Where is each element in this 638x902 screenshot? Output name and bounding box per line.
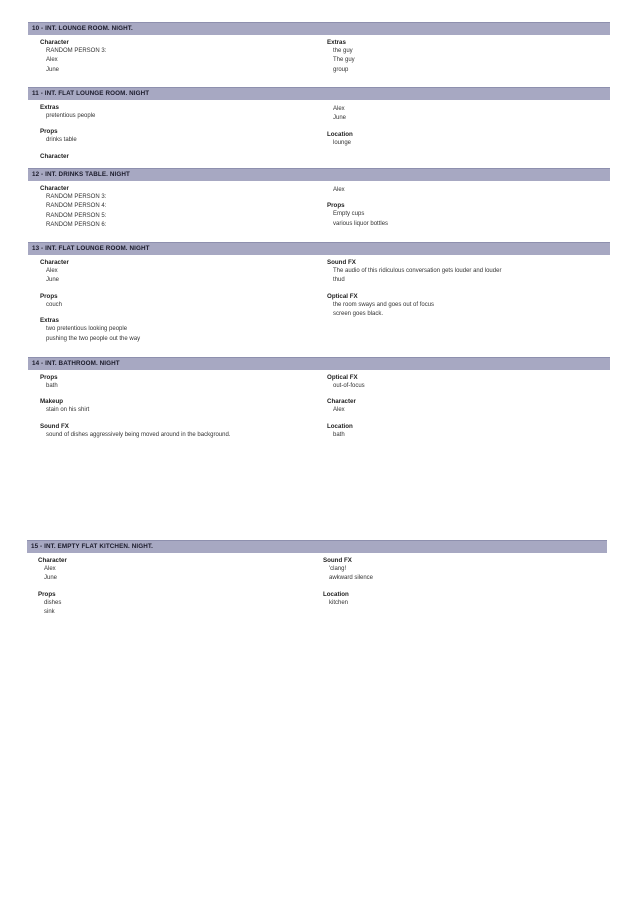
list-item: dishes — [44, 599, 62, 606]
scene-10 — [28, 22, 610, 73]
list-item: Alex — [333, 187, 345, 193]
list-item: pretentious people — [46, 113, 96, 119]
left-column — [40, 184, 106, 237]
group-label: Character — [38, 557, 67, 564]
group-label: Sound FX — [323, 557, 352, 564]
element-group-sound-fx — [40, 422, 230, 440]
list-item: two pretentious looking people — [46, 326, 128, 333]
group-label: Optical FX — [327, 374, 358, 381]
scene-header: 13 - INT. FLAT LOUNGE ROOM. NIGHT — [28, 242, 610, 255]
list-item: screen goes black. — [333, 311, 384, 318]
element-group-props — [40, 127, 95, 145]
group-label: Character — [327, 398, 356, 406]
group-label: Sound FX — [40, 422, 69, 430]
list-item: bath — [333, 431, 345, 438]
list-item: lounge — [333, 139, 352, 146]
element-group-location — [323, 590, 373, 608]
list-item: June — [46, 66, 60, 73]
element-group-character — [327, 397, 365, 415]
list-item: Alex — [46, 57, 58, 64]
list-item: stain on his shirt — [46, 407, 90, 414]
list-item: out-of-focus — [333, 383, 365, 389]
element-group-optical-fx — [327, 373, 365, 391]
list-item: couch — [46, 301, 63, 308]
list-item: sound of dishes aggressively being moved around in the background. — [46, 431, 231, 438]
element-group-makeup — [40, 397, 230, 415]
scene-12 — [28, 168, 610, 229]
list-item: the guy — [333, 48, 353, 54]
element-group-character-continued — [327, 105, 353, 124]
element-group-props — [40, 292, 140, 310]
element-group-extras — [40, 103, 95, 121]
scene-13 — [28, 242, 610, 342]
element-group-character — [40, 258, 140, 286]
list-item: RANDOM PERSON 3: — [46, 48, 107, 54]
list-item: Alex — [333, 407, 345, 414]
list-item: Alex — [333, 106, 345, 112]
left-column — [40, 38, 106, 81]
list-item: June — [46, 277, 60, 284]
list-item: drinks table — [46, 137, 77, 144]
list-item: kitchen — [329, 599, 349, 606]
list-item: Alex — [44, 566, 56, 572]
list-item: June — [44, 575, 58, 582]
group-label: Character — [40, 185, 69, 192]
group-label: Optical FX — [327, 292, 358, 300]
element-group-extras — [40, 316, 140, 344]
group-label: Makeup — [40, 398, 64, 406]
right-column — [327, 38, 355, 81]
list-item: RANDOM PERSON 3: — [46, 194, 107, 200]
list-item: The guy — [333, 57, 355, 64]
list-item: group — [333, 66, 349, 73]
scene-header: 15 - INT. EMPTY FLAT KITCHEN. NIGHT. — [27, 540, 607, 553]
group-label: Extras — [40, 104, 59, 111]
element-group-character — [40, 184, 106, 231]
element-group-character — [40, 38, 106, 75]
group-label: Sound FX — [327, 259, 356, 266]
group-label: Location — [327, 130, 353, 138]
element-group-optical-fx — [327, 292, 501, 320]
element-group-location — [327, 422, 365, 440]
scene-15 — [27, 540, 607, 616]
group-label: Character — [40, 152, 69, 160]
scene-header: 11 - INT. FLAT LOUNGE ROOM. NIGHT — [28, 87, 610, 100]
list-item: The audio of this ridiculous conversation gets louder and louder — [333, 268, 502, 274]
element-group-character — [38, 556, 67, 584]
element-group-location — [327, 130, 353, 148]
left-column — [40, 373, 230, 446]
element-group-props — [40, 373, 230, 391]
list-item: 'clang! — [329, 566, 347, 572]
element-group-character — [40, 152, 95, 161]
list-item: RANDOM PERSON 5: — [46, 212, 107, 219]
element-group-props — [327, 201, 388, 229]
right-column — [327, 373, 365, 446]
scene-header: 10 - INT. LOUNGE ROOM. NIGHT. — [28, 22, 610, 35]
scene-header: 12 - INT. DRINKS TABLE. NIGHT — [28, 168, 610, 181]
group-label: Props — [38, 590, 56, 598]
right-column — [327, 258, 501, 326]
list-item: pushing the two people out the way — [46, 335, 141, 342]
list-item: awkward silence — [329, 575, 374, 582]
element-group-extras — [327, 38, 355, 75]
list-item: sink — [44, 609, 55, 616]
group-label: Character — [40, 39, 69, 46]
scene-14 — [28, 357, 610, 438]
group-label: Props — [327, 202, 345, 210]
group-label: Props — [40, 374, 58, 381]
group-label: Character — [40, 259, 69, 266]
list-item: RANDOM PERSON 4: — [46, 203, 107, 210]
list-item: Empty cups — [333, 211, 365, 218]
group-label: Props — [40, 292, 58, 300]
list-item: RANDOM PERSON 6: — [46, 222, 107, 229]
scene-11 — [28, 87, 610, 160]
element-group-sound-fx — [323, 556, 373, 584]
right-column — [327, 105, 353, 154]
list-item: various liquor bottles — [333, 220, 389, 227]
list-item: thud — [333, 277, 345, 284]
left-column — [38, 556, 67, 624]
list-item: June — [333, 115, 347, 122]
left-column — [40, 258, 140, 350]
group-label: Extras — [40, 317, 59, 325]
scene-header: 14 - INT. BATHROOM. NIGHT — [28, 357, 610, 370]
group-label: Location — [323, 590, 349, 598]
group-label: Location — [327, 422, 353, 430]
right-column — [327, 186, 388, 235]
element-group-sound-fx — [327, 258, 501, 286]
right-column — [323, 556, 373, 614]
left-column — [40, 103, 95, 167]
group-label: Extras — [327, 39, 346, 46]
list-item: Alex — [46, 268, 58, 274]
element-group-character-continued — [327, 186, 388, 195]
list-item: the room sways and goes out of focus — [333, 301, 435, 308]
group-label: Props — [40, 128, 58, 136]
list-item: bath — [46, 383, 58, 389]
element-group-props — [38, 590, 67, 618]
